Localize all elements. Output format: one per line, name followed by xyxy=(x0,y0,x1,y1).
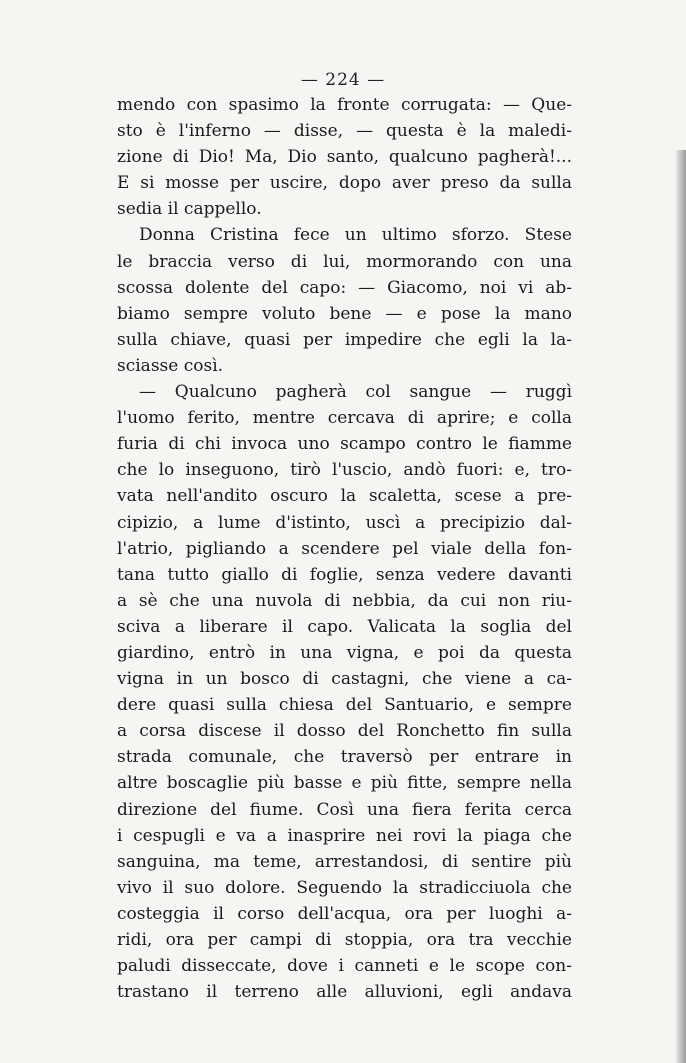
text-line: dere quasi sulla chiesa del Santuario, e sempre xyxy=(117,695,572,716)
text-line: direzione del fiume. Così una fiera ferita cerca xyxy=(117,799,572,820)
text-line: Donna Cristina fece un ultimo sforzo. Stese xyxy=(139,225,572,246)
text-line: cipizio, a lume d'istinto, uscì a precipizio dal- xyxy=(117,512,572,533)
text-line: a sè che una nuvola di nebbia, da cui non riu- xyxy=(117,590,572,611)
text-line: scossa dolente del capo: — Giacomo, noi vi ab- xyxy=(117,277,572,298)
text-line: a corsa discese il dosso del Ronchetto fin sulla xyxy=(117,721,572,742)
text-line: ridi, ora per campi di stoppia, ora tra vecchie xyxy=(117,930,572,950)
text-line: costeggia il corso dell'acqua, ora per luoghi a- xyxy=(117,903,572,924)
text-line: sedia il cappello. xyxy=(117,199,262,220)
text-line: tana tutto giallo di foglie, senza vedere davanti xyxy=(117,564,572,585)
text-line: l'atrio, pigliando a scendere pel viale della fon- xyxy=(117,538,572,559)
text-line: che lo inseguono, tirò l'uscio, andò fuori: e, tro- xyxy=(117,460,572,481)
text-line: paludi disseccate, dove i canneti e le scope con- xyxy=(117,956,572,977)
text-line: furia di chi invoca uno scampo contro le fiamme xyxy=(117,434,572,455)
text-line: trastano il terreno alle alluvioni, egli andava xyxy=(117,982,572,1003)
text-line: altre boscaglie più basse e più fitte, sempre nella xyxy=(117,773,572,794)
text-line: le braccia verso di lui, mormorando con una xyxy=(117,251,572,272)
text-line: mendo con spasimo la fronte corrugata: — Que- xyxy=(117,95,572,115)
text-line: sciasse così. xyxy=(117,355,224,376)
text-line: sciva a liberare il capo. Valicata la soglia del xyxy=(117,616,572,637)
text-line: biamo sempre voluto bene — e pose la mano xyxy=(117,303,572,324)
page-number: — 224 — xyxy=(300,70,386,90)
text-line: vigna in un bosco di castagni, che viene a ca- xyxy=(117,669,572,690)
text-line: i cespugli e va a inasprire nei rovi la piaga che xyxy=(117,825,572,846)
text-line: vata nell'andito oscuro la scaletta, scese a pre- xyxy=(117,486,572,507)
text-line: — Qualcuno pagherà col sangue — ruggì xyxy=(139,382,572,403)
text-line: zione di Dio! Ma, Dio santo, qualcuno pagherà!... xyxy=(117,147,572,168)
text-line: sto è l'inferno — disse, — questa è la maledi- xyxy=(117,121,572,142)
text-line: sulla chiave, quasi per impedire che egli la la- xyxy=(117,329,572,350)
text-line: l'uomo ferito, mentre cercava di aprire; e colla xyxy=(117,408,572,429)
text-line: vivo il suo dolore. Seguendo la stradicciuola che xyxy=(117,877,572,898)
text-line: giardino, entrò in una vigna, e poi da questa xyxy=(117,642,572,663)
text-line: E si mosse per uscire, dopo aver preso da sulla xyxy=(117,173,572,194)
text-line: sanguina, ma teme, arrestandosi, di sentire più xyxy=(117,851,572,872)
body-text xyxy=(117,92,572,1005)
page-edge-shadow xyxy=(676,150,686,1063)
text-line: strada comunale, che traversò per entrare in xyxy=(117,747,572,768)
